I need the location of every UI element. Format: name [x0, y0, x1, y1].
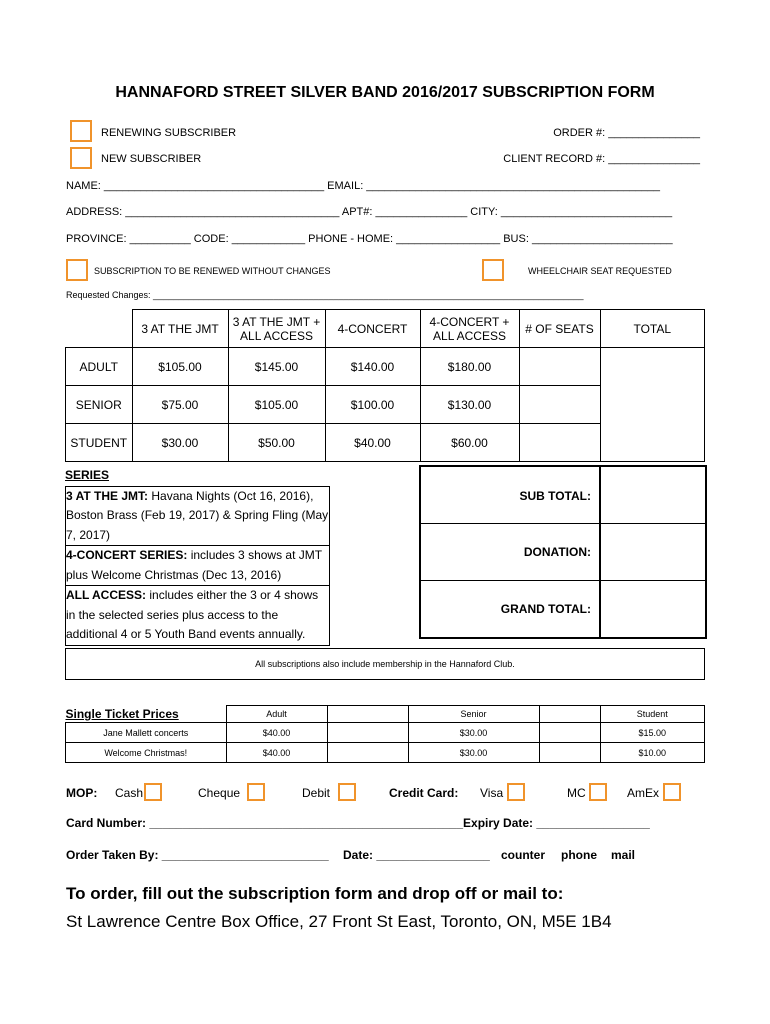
series-heading: SERIES — [65, 468, 110, 482]
cash-checkbox[interactable] — [144, 783, 162, 801]
order-taken-line[interactable]: Order Taken By: _________________________ — [66, 848, 329, 862]
single-ticket-table — [65, 705, 705, 763]
table-row — [66, 386, 705, 424]
mc-checkbox[interactable] — [589, 783, 607, 801]
mail-option[interactable]: mail — [611, 848, 636, 862]
table-row — [66, 424, 705, 462]
donation-label: DONATION: — [523, 545, 591, 559]
row-label: SENIOR — [66, 386, 133, 424]
province-line[interactable]: PROVINCE: __________ CODE: ____________ PHONE - HOME: _________________ BUS: _______________________ — [66, 233, 673, 245]
series-box — [65, 466, 330, 646]
header-cell: # OF SEATS — [519, 310, 600, 348]
requested-changes-line[interactable]: Requested Changes: ______________________________________________________________________________________ — [66, 290, 584, 300]
row-label: STUDENT — [66, 424, 133, 462]
single-senior-price: $30.00 — [408, 723, 539, 743]
series-all-label: ALL ACCESS: — [66, 588, 147, 602]
header-cell: 4-CONCERT + ALL ACCESS — [420, 310, 519, 348]
total-cell[interactable] — [600, 348, 705, 386]
debit-checkbox[interactable] — [338, 783, 356, 801]
box-office-address: St Lawrence Centre Box Office, 27 Front St East, Toronto, ON, M5E 1B4 — [66, 912, 612, 931]
single-header-row — [66, 706, 705, 723]
visa-label: Visa — [480, 786, 504, 800]
single-senior-price: $30.00 — [408, 743, 539, 763]
seats-cell[interactable] — [519, 386, 600, 424]
price-table — [65, 309, 705, 462]
client-record-field[interactable]: CLIENT RECORD #: _______________ — [503, 153, 700, 165]
price-cell: $75.00 — [132, 386, 228, 424]
price-cell: $30.00 — [132, 424, 228, 462]
series-four-text: includes 3 shows at JMT plus Welcome Christmas (Dec 13, 2016) — [66, 548, 322, 582]
header-cell: TOTAL — [600, 310, 705, 348]
mop-label: MOP: — [66, 786, 98, 800]
amex-checkbox[interactable] — [663, 783, 681, 801]
single-row-name: Welcome Christmas! — [66, 743, 227, 763]
empty-cell — [66, 310, 133, 348]
phone-option[interactable]: phone — [561, 848, 597, 862]
series-all-text: includes either the 3 or 4 shows in the selected series plus access to the additional 4 or 5 Youth Band events annually. — [66, 588, 319, 641]
counter-option[interactable]: counter — [501, 848, 546, 862]
renewing-checkbox[interactable] — [70, 120, 92, 142]
series-four — [65, 546, 330, 586]
card-number-line[interactable]: Card Number: _______________________________________________Expiry Date: _________________ — [66, 816, 650, 830]
visa-checkbox[interactable] — [507, 783, 525, 801]
price-cell: $105.00 — [228, 386, 325, 424]
series-four-label: 4-CONCERT SERIES: — [66, 548, 188, 562]
empty-cell — [539, 706, 600, 723]
price-table-header-row — [66, 310, 705, 348]
price-cell: $180.00 — [420, 348, 519, 386]
membership-note: All subscriptions also include membership in the Hannaford Club. — [65, 648, 705, 680]
cheque-label: Cheque — [198, 786, 241, 800]
new-subscriber-checkbox[interactable] — [70, 147, 92, 169]
single-col-senior: Senior — [408, 706, 539, 723]
total-cell[interactable] — [600, 386, 705, 424]
subtotal-label: SUB TOTAL: — [519, 489, 591, 503]
single-adult-price: $40.00 — [226, 723, 327, 743]
amex-label: AmEx — [627, 786, 660, 800]
empty-cell — [327, 743, 408, 763]
empty-cell — [539, 743, 600, 763]
series-jmt-label: 3 AT THE JMT: — [66, 488, 149, 503]
single-col-adult: Adult — [226, 706, 327, 723]
header-cell: 3 AT THE JMT + ALL ACCESS — [228, 310, 325, 348]
table-row — [66, 723, 705, 743]
header-cell: 3 AT THE JMT — [132, 310, 228, 348]
table-row — [66, 348, 705, 386]
renew-unchanged-label: SUBSCRIPTION TO BE RENEWED WITHOUT CHANGES — [94, 266, 331, 276]
price-cell: $60.00 — [420, 424, 519, 462]
form-title: HANNAFORD STREET SILVER BAND 2016/2017 SUBSCRIPTION FORM — [115, 84, 655, 101]
seats-cell[interactable] — [519, 348, 600, 386]
empty-cell — [327, 706, 408, 723]
series-jmt-text: Havana Nights (Oct 16, 2016), Boston Brass (Feb 19, 2017) & Spring Fling (May 7, 2017) — [66, 488, 329, 542]
empty-cell — [327, 723, 408, 743]
price-cell: $145.00 — [228, 348, 325, 386]
wheelchair-checkbox[interactable] — [482, 259, 504, 281]
series-all — [65, 586, 330, 646]
series-jmt — [65, 486, 330, 547]
renewing-label: RENEWING SUBSCRIBER — [101, 127, 237, 139]
empty-cell — [539, 723, 600, 743]
single-heading: Single Ticket Prices — [65, 706, 179, 721]
single-col-student: Student — [600, 706, 705, 723]
order-heading: To order, fill out the subscription form and drop off or mail to: — [66, 884, 564, 903]
seats-cell[interactable] — [519, 424, 600, 462]
order-number-field[interactable]: ORDER #: _______________ — [553, 127, 700, 139]
price-cell: $105.00 — [132, 348, 228, 386]
total-cell[interactable] — [600, 424, 705, 462]
name-email-line[interactable]: NAME: ____________________________________ EMAIL: ________________________________________________ — [66, 180, 660, 192]
price-cell: $50.00 — [228, 424, 325, 462]
date-line[interactable]: Date: _________________ — [343, 848, 490, 862]
header-cell: 4-CONCERT — [325, 310, 420, 348]
totals-box — [419, 465, 707, 639]
single-adult-price: $40.00 — [226, 743, 327, 763]
debit-label: Debit — [302, 786, 331, 800]
credit-card-label: Credit Card: — [389, 786, 459, 800]
price-cell: $40.00 — [325, 424, 420, 462]
cash-label: Cash — [115, 786, 144, 800]
single-student-price: $15.00 — [600, 723, 705, 743]
subtotal-field[interactable] — [601, 467, 705, 523]
donation-field[interactable] — [601, 524, 705, 580]
address-line[interactable]: ADDRESS: ___________________________________ APT#: _______________ CITY: ____________________________ — [66, 206, 673, 218]
renew-unchanged-checkbox[interactable] — [66, 259, 88, 281]
single-student-price: $10.00 — [600, 743, 705, 763]
wheelchair-label: WHEELCHAIR SEAT REQUESTED — [528, 266, 672, 276]
table-row — [66, 743, 705, 763]
mc-label: MC — [567, 786, 586, 800]
row-label: ADULT — [66, 348, 133, 386]
grand-total-label: GRAND TOTAL: — [500, 602, 591, 616]
price-cell: $130.00 — [420, 386, 519, 424]
price-cell: $140.00 — [325, 348, 420, 386]
cheque-checkbox[interactable] — [247, 783, 265, 801]
new-subscriber-label: NEW SUBSCRIBER — [101, 153, 202, 165]
grand-total-field[interactable] — [601, 581, 705, 637]
single-row-name: Jane Mallett concerts — [66, 723, 227, 743]
price-cell: $100.00 — [325, 386, 420, 424]
